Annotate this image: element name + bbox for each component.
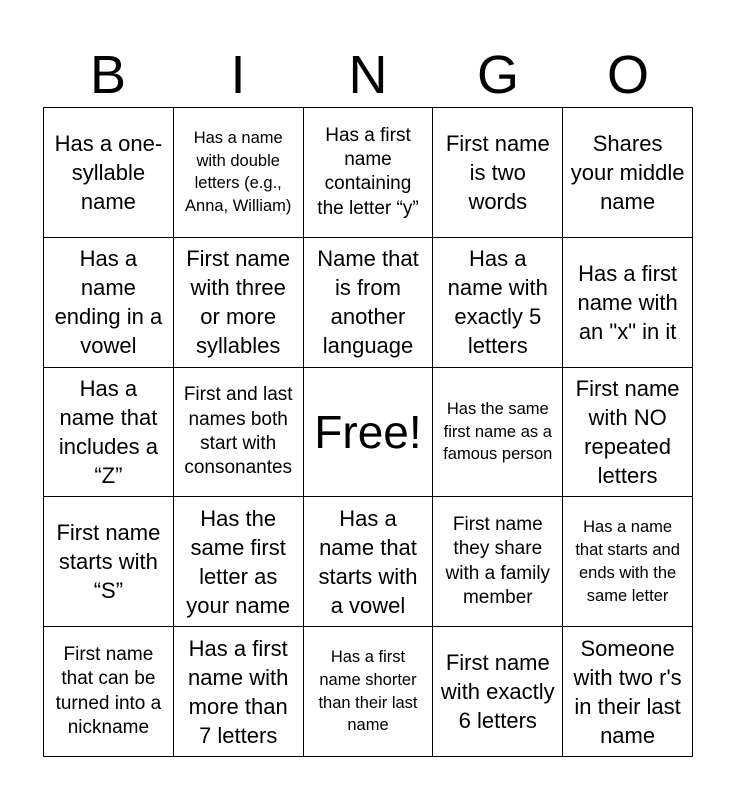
free-space-text: Free!: [314, 405, 422, 458]
bingo-cell[interactable]: [174, 368, 304, 498]
bingo-cell[interactable]: [304, 497, 434, 627]
cell-text: First name is two words: [445, 130, 550, 214]
bingo-cell[interactable]: [44, 497, 174, 627]
bingo-cell[interactable]: [433, 238, 563, 368]
cell-text: First and last names both start with consonantes: [183, 384, 293, 479]
cell-text: Shares your middle name: [570, 130, 685, 214]
bingo-header: [43, 44, 693, 106]
cell-text: Has a name ending in a vowel: [54, 246, 163, 359]
bingo-cell[interactable]: [563, 108, 693, 238]
bingo-cell[interactable]: [174, 627, 304, 757]
bingo-cell[interactable]: [44, 368, 174, 498]
cell-text: Has the same first name as a famous person: [443, 399, 553, 464]
cell-text: Has a name with exactly 5 letters: [447, 246, 548, 359]
cell-text: First name with NO repeated letters: [575, 375, 680, 489]
free-space-cell[interactable]: [304, 368, 434, 498]
bingo-cell[interactable]: [174, 497, 304, 627]
bingo-cell[interactable]: [44, 238, 174, 368]
bingo-cell[interactable]: [433, 627, 563, 757]
cell-text: Has a name that starts and ends with the same letter: [575, 518, 680, 605]
cell-text: Someone with two r's in their last name: [573, 635, 682, 748]
cell-text: Has a name that includes a “Z”: [58, 375, 158, 489]
bingo-cell[interactable]: [304, 238, 434, 368]
bingo-cell[interactable]: [433, 368, 563, 498]
cell-text: Has the same first letter as your name: [186, 505, 291, 618]
cell-text: First name that can be turned into a nickname: [55, 643, 162, 738]
header-letter-b: B: [89, 45, 127, 105]
bingo-cell[interactable]: [44, 627, 174, 757]
header-letter-i: I: [230, 45, 246, 105]
bingo-cell[interactable]: [174, 238, 304, 368]
bingo-cell[interactable]: [563, 627, 693, 757]
bingo-cell[interactable]: [563, 368, 693, 498]
cell-text: First name with exactly 6 letters: [440, 650, 555, 734]
cell-text: First name starts with “S”: [56, 520, 161, 604]
cell-text: Has a first name containing the letter “y”: [317, 124, 419, 219]
bingo-cell[interactable]: [563, 238, 693, 368]
cell-text: Has a one-syllable name: [54, 130, 163, 214]
cell-text: Name that is from another language: [317, 246, 419, 359]
cell-text: Has a first name shorter than their last name: [318, 648, 418, 735]
header-letter-g: G: [476, 45, 519, 105]
bingo-cell[interactable]: [433, 497, 563, 627]
bingo-cell[interactable]: [433, 108, 563, 238]
cell-text: Has a name that starts with a vowel: [318, 505, 418, 618]
bingo-cell[interactable]: [174, 108, 304, 238]
bingo-cell[interactable]: [563, 497, 693, 627]
cell-text: Has a first name with an "x" in it: [577, 260, 678, 344]
bingo-card-grid: [43, 107, 693, 757]
cell-text: Has a first name with more than 7 letters: [188, 635, 289, 748]
bingo-cell[interactable]: [304, 627, 434, 757]
header-letter-n: N: [348, 45, 388, 105]
cell-text: First name with three or more syllables: [186, 246, 291, 359]
bingo-cell[interactable]: [304, 108, 434, 238]
cell-text: Has a name with double letters (e.g., Anna, William): [185, 128, 292, 216]
bingo-cell[interactable]: [44, 108, 174, 238]
header-letter-o: O: [606, 45, 649, 105]
cell-text: First name they share with a family member: [445, 514, 551, 609]
